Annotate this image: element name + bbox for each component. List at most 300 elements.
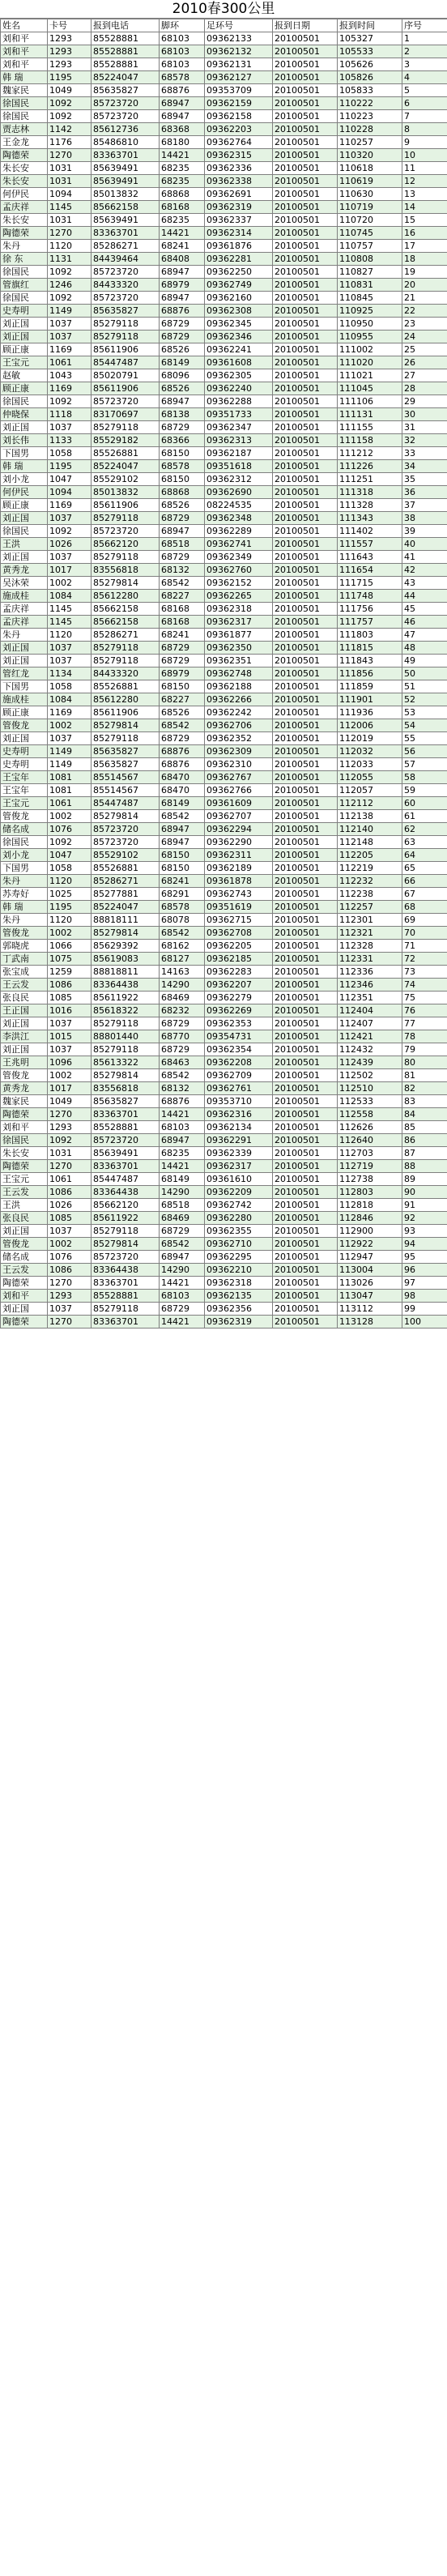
cell-name: 张良民: [1, 992, 48, 1004]
cell-card-no: 1092: [48, 1134, 92, 1147]
cell-name: 王宝元: [1, 356, 48, 369]
cell-foot-ring: 09361608: [205, 356, 273, 369]
cell-foot-ring: 09362760: [205, 564, 273, 577]
cell-date: 20100501: [273, 97, 338, 110]
cell-time: 110845: [338, 292, 402, 305]
cell-name: 赵敏: [1, 369, 48, 382]
cell-time: 112238: [338, 888, 402, 901]
cell-foot-ring: 09353710: [205, 1095, 273, 1108]
cell-date: 20100501: [273, 810, 338, 823]
cell-name: 丁武南: [1, 953, 48, 966]
cell-phone: 85639491: [92, 214, 160, 227]
cell-phone: 85723720: [92, 97, 160, 110]
table-row: [1, 953, 447, 966]
cell-time: 111020: [338, 356, 402, 369]
cell-ring: 68235: [160, 1147, 205, 1160]
cell-date: 20100501: [273, 214, 338, 227]
cell-phone: 83363701: [92, 1316, 160, 1329]
cell-ring: 68149: [160, 1173, 205, 1186]
cell-time: 112057: [338, 784, 402, 797]
cell-rank: 18: [402, 253, 447, 266]
cell-rank: 66: [402, 875, 447, 888]
cell-time: 112900: [338, 1225, 402, 1238]
cell-date: 20100501: [273, 1173, 338, 1186]
cell-card-no: 1085: [48, 1212, 92, 1225]
cell-card-no: 1002: [48, 1238, 92, 1251]
cell-ring: 68518: [160, 1199, 205, 1212]
cell-rank: 32: [402, 434, 447, 447]
cell-rank: 48: [402, 642, 447, 655]
cell-rank: 22: [402, 305, 447, 318]
cell-rank: 73: [402, 966, 447, 979]
cell-card-no: 1133: [48, 434, 92, 447]
cell-foot-ring: 09362315: [205, 149, 273, 162]
cell-ring: 68227: [160, 590, 205, 603]
cell-date: 20100501: [273, 84, 338, 97]
cell-date: 20100501: [273, 305, 338, 318]
cell-time: 112328: [338, 940, 402, 953]
cell-foot-ring: 09362314: [205, 227, 273, 240]
cell-rank: 74: [402, 979, 447, 992]
cell-rank: 79: [402, 1043, 447, 1056]
cell-time: 111021: [338, 369, 402, 382]
cell-time: 112404: [338, 1004, 402, 1017]
cell-rank: 5: [402, 84, 447, 97]
cell-foot-ring: 09362135: [205, 1290, 273, 1303]
cell-foot-ring: 08224535: [205, 499, 273, 512]
cell-card-no: 1002: [48, 577, 92, 590]
cell-name: 陶德荣: [1, 1160, 48, 1173]
cell-rank: 46: [402, 616, 447, 629]
table-row: [1, 1316, 447, 1329]
cell-rank: 7: [402, 110, 447, 123]
cell-name: 孟庆祥: [1, 201, 48, 214]
table-row: [1, 473, 447, 486]
cell-card-no: 1037: [48, 1225, 92, 1238]
cell-ring: 68235: [160, 162, 205, 175]
cell-card-no: 1037: [48, 1043, 92, 1056]
cell-ring: 14290: [160, 979, 205, 992]
cell-rank: 67: [402, 888, 447, 901]
cell-rank: 28: [402, 382, 447, 395]
cell-date: 20100501: [273, 992, 338, 1004]
cell-ring: 68138: [160, 408, 205, 421]
cell-time: 105533: [338, 45, 402, 58]
cell-foot-ring: 09362345: [205, 318, 273, 331]
cell-phone: 85279814: [92, 719, 160, 732]
cell-time: 111158: [338, 434, 402, 447]
cell-foot-ring: 09362290: [205, 836, 273, 849]
cell-time: 113112: [338, 1303, 402, 1316]
cell-rank: 82: [402, 1082, 447, 1095]
cell-rank: 12: [402, 175, 447, 188]
cell-date: 20100501: [273, 266, 338, 279]
cell-name: 朱丹: [1, 875, 48, 888]
cell-card-no: 1246: [48, 279, 92, 292]
cell-ring: 68729: [160, 655, 205, 667]
table-row: [1, 486, 447, 499]
cell-foot-ring: 09362348: [205, 512, 273, 525]
cell-foot-ring: 09362743: [205, 888, 273, 901]
cell-time: 110223: [338, 110, 402, 123]
cell-date: 20100501: [273, 564, 338, 577]
cell-ring: 68150: [160, 849, 205, 862]
cell-date: 20100501: [273, 719, 338, 732]
cell-phone: 85612280: [92, 590, 160, 603]
cell-phone: 85529182: [92, 434, 160, 447]
cell-time: 110950: [338, 318, 402, 331]
cell-date: 20100501: [273, 642, 338, 655]
cell-time: 110955: [338, 331, 402, 343]
cell-ring: 68947: [160, 836, 205, 849]
cell-rank: 30: [402, 408, 447, 421]
table-row: [1, 58, 447, 71]
cell-rank: 86: [402, 1134, 447, 1147]
cell-foot-ring: 09362316: [205, 1108, 273, 1121]
cell-time: 112640: [338, 1134, 402, 1147]
cell-foot-ring: 09362241: [205, 343, 273, 356]
table-row: [1, 706, 447, 719]
cell-ring: 68542: [160, 719, 205, 732]
cell-ring: 68729: [160, 1303, 205, 1316]
cell-ring: 68149: [160, 356, 205, 369]
cell-phone: 85635827: [92, 1095, 160, 1108]
cell-time: 105826: [338, 71, 402, 84]
cell-ring: 68469: [160, 1212, 205, 1225]
cell-date: 20100501: [273, 823, 338, 836]
cell-rank: 93: [402, 1225, 447, 1238]
cell-name: 刘和平: [1, 32, 48, 45]
cell-foot-ring: 09362318: [205, 603, 273, 616]
cell-phone: 85611906: [92, 343, 160, 356]
cell-foot-ring: 09362350: [205, 642, 273, 655]
cell-name: 朱长安: [1, 175, 48, 188]
cell-card-no: 1120: [48, 875, 92, 888]
cell-phone: 85611906: [92, 382, 160, 395]
table-row: [1, 499, 447, 512]
cell-name: 徐国民: [1, 836, 48, 849]
table-row: [1, 266, 447, 279]
cell-date: 20100501: [273, 551, 338, 564]
cell-date: 20100501: [273, 888, 338, 901]
cell-phone: 85662120: [92, 538, 160, 551]
cell-time: 111643: [338, 551, 402, 564]
cell-foot-ring: 09362291: [205, 1134, 273, 1147]
cell-time: 113004: [338, 1264, 402, 1277]
cell-date: 20100501: [273, 1004, 338, 1017]
cell-date: 20100501: [273, 1316, 338, 1329]
cell-foot-ring: 09362280: [205, 1212, 273, 1225]
cell-phone: 85528881: [92, 58, 160, 71]
cell-name: 刘正国: [1, 331, 48, 343]
cell-rank: 23: [402, 318, 447, 331]
table-row: [1, 175, 447, 188]
cell-card-no: 1085: [48, 992, 92, 1004]
cell-name: 刘正国: [1, 421, 48, 434]
table-row: [1, 784, 447, 797]
cell-time: 105327: [338, 32, 402, 45]
cell-foot-ring: 09362310: [205, 758, 273, 771]
cell-ring: 68578: [160, 460, 205, 473]
cell-card-no: 1092: [48, 266, 92, 279]
cell-rank: 84: [402, 1108, 447, 1121]
cell-card-no: 1120: [48, 240, 92, 253]
cell-foot-ring: 09362352: [205, 732, 273, 745]
cell-phone: 85723720: [92, 395, 160, 408]
cell-ring: 68947: [160, 292, 205, 305]
cell-rank: 39: [402, 525, 447, 538]
cell-date: 20100501: [273, 693, 338, 706]
table-row: [1, 45, 447, 58]
cell-phone: 85279118: [92, 331, 160, 343]
table-row: [1, 1056, 447, 1069]
cell-date: 20100501: [273, 136, 338, 149]
cell-ring: 68729: [160, 1017, 205, 1030]
cell-rank: 40: [402, 538, 447, 551]
cell-date: 20100501: [273, 32, 338, 45]
cell-rank: 41: [402, 551, 447, 564]
cell-time: 110745: [338, 227, 402, 240]
cell-date: 20100501: [273, 953, 338, 966]
cell-time: 112033: [338, 758, 402, 771]
cell-name: 张良民: [1, 1212, 48, 1225]
cell-foot-ring: 09354731: [205, 1030, 273, 1043]
table-row: [1, 966, 447, 979]
cell-card-no: 1120: [48, 629, 92, 642]
cell-date: 20100501: [273, 71, 338, 84]
cell-card-no: 1086: [48, 979, 92, 992]
cell-rank: 94: [402, 1238, 447, 1251]
cell-card-no: 1270: [48, 149, 92, 162]
cell-name: 徐国民: [1, 525, 48, 538]
cell-card-no: 1047: [48, 473, 92, 486]
cell-rank: 13: [402, 188, 447, 201]
cell-card-no: 1037: [48, 642, 92, 655]
cell-foot-ring: 09362188: [205, 680, 273, 693]
cell-card-no: 1270: [48, 1316, 92, 1329]
cell-name: 王云发: [1, 979, 48, 992]
cell-name: 刘正国: [1, 655, 48, 667]
table-row: [1, 188, 447, 201]
cell-date: 20100501: [273, 797, 338, 810]
cell-phone: 85013832: [92, 188, 160, 201]
cell-foot-ring: 09362709: [205, 1069, 273, 1082]
table-row: [1, 1277, 447, 1290]
cell-rank: 70: [402, 927, 447, 940]
table-row: [1, 408, 447, 421]
cell-phone: 85486810: [92, 136, 160, 149]
cell-phone: 85618322: [92, 1004, 160, 1017]
cell-date: 20100501: [273, 1225, 338, 1238]
table-row: [1, 940, 447, 953]
cell-ring: 68241: [160, 875, 205, 888]
cell-foot-ring: 09362356: [205, 1303, 273, 1316]
cell-name: 朱长安: [1, 214, 48, 227]
cell-ring: 14421: [160, 1277, 205, 1290]
header-row: [1, 19, 447, 32]
cell-name: 魏家民: [1, 1095, 48, 1108]
cell-rank: 58: [402, 771, 447, 784]
cell-name: 王云发: [1, 1264, 48, 1277]
cell-name: 刘正国: [1, 1017, 48, 1030]
cell-ring: 68162: [160, 940, 205, 953]
cell-date: 20100501: [273, 1199, 338, 1212]
cell-ring: 68366: [160, 434, 205, 447]
cell-card-no: 1031: [48, 214, 92, 227]
cell-rank: 27: [402, 369, 447, 382]
cell-phone: 85279814: [92, 577, 160, 590]
cell-foot-ring: 09362133: [205, 32, 273, 45]
cell-ring: 68578: [160, 901, 205, 914]
cell-name: 刘小龙: [1, 849, 48, 862]
cell-phone: 85611922: [92, 1212, 160, 1225]
cell-phone: 85279118: [92, 1303, 160, 1316]
table-row: [1, 603, 447, 616]
cell-card-no: 1195: [48, 460, 92, 473]
cell-card-no: 1037: [48, 1303, 92, 1316]
cell-name: 韩 瑞: [1, 460, 48, 473]
cell-rank: 49: [402, 655, 447, 667]
cell-foot-ring: 09362311: [205, 849, 273, 862]
cell-date: 20100501: [273, 771, 338, 784]
cell-date: 20100501: [273, 875, 338, 888]
cell-name: 黄秀龙: [1, 564, 48, 577]
cell-card-no: 1058: [48, 447, 92, 460]
cell-foot-ring: 09362127: [205, 71, 273, 84]
cell-time: 112055: [338, 771, 402, 784]
cell-foot-ring: 09362706: [205, 719, 273, 732]
cell-date: 20100501: [273, 408, 338, 421]
cell-foot-ring: 09361878: [205, 875, 273, 888]
table-row: [1, 1004, 447, 1017]
cell-phone: 85279118: [92, 732, 160, 745]
cell-ring: 68103: [160, 1121, 205, 1134]
cell-ring: 68470: [160, 771, 205, 784]
cell-card-no: 1061: [48, 1173, 92, 1186]
cell-ring: 68542: [160, 1069, 205, 1082]
cell-time: 112439: [338, 1056, 402, 1069]
cell-rank: 68: [402, 901, 447, 914]
cell-date: 20100501: [273, 45, 338, 58]
cell-phone: 85279118: [92, 1225, 160, 1238]
cell-phone: 85723720: [92, 836, 160, 849]
cell-name: 王宝元: [1, 797, 48, 810]
cell-time: 112205: [338, 849, 402, 862]
cell-rank: 42: [402, 564, 447, 577]
cell-foot-ring: 09362338: [205, 175, 273, 188]
cell-rank: 34: [402, 460, 447, 473]
cell-ring: 68127: [160, 953, 205, 966]
cell-rank: 88: [402, 1160, 447, 1173]
table-row: [1, 979, 447, 992]
cell-ring: 68947: [160, 110, 205, 123]
cell-ring: 68078: [160, 914, 205, 927]
cell-time: 112922: [338, 1238, 402, 1251]
cell-time: 110719: [338, 201, 402, 214]
cell-ring: 68103: [160, 1290, 205, 1303]
cell-rank: 89: [402, 1173, 447, 1186]
header-name: 姓名: [1, 19, 48, 32]
cell-foot-ring: 09362281: [205, 253, 273, 266]
cell-name: 储名成: [1, 823, 48, 836]
cell-name: 陶德荣: [1, 149, 48, 162]
cell-phone: 85611922: [92, 992, 160, 1004]
cell-date: 20100501: [273, 836, 338, 849]
cell-ring: 68729: [160, 331, 205, 343]
cell-date: 20100501: [273, 331, 338, 343]
cell-foot-ring: 09362309: [205, 745, 273, 758]
cell-phone: 85529102: [92, 849, 160, 862]
cell-name: 徐国民: [1, 266, 48, 279]
cell-phone: 83170697: [92, 408, 160, 421]
cell-ring: 68542: [160, 1238, 205, 1251]
cell-card-no: 1086: [48, 1186, 92, 1199]
cell-time: 112138: [338, 810, 402, 823]
cell-phone: 85279118: [92, 655, 160, 667]
table-row: [1, 421, 447, 434]
cell-foot-ring: 09362289: [205, 525, 273, 538]
cell-name: 王宝元: [1, 1173, 48, 1186]
cell-foot-ring: 09362308: [205, 305, 273, 318]
cell-rank: 100: [402, 1316, 447, 1329]
cell-foot-ring: 09362691: [205, 188, 273, 201]
cell-time: 112019: [338, 732, 402, 745]
cell-date: 20100501: [273, 201, 338, 214]
cell-date: 20100501: [273, 149, 338, 162]
cell-time: 111757: [338, 616, 402, 629]
table-row: [1, 901, 447, 914]
cell-rank: 17: [402, 240, 447, 253]
cell-time: 111002: [338, 343, 402, 356]
cell-ring: 68526: [160, 382, 205, 395]
cell-rank: 90: [402, 1186, 447, 1199]
cell-name: 韩 瑞: [1, 901, 48, 914]
cell-name: 徐国民: [1, 110, 48, 123]
cell-name: 史寿明: [1, 758, 48, 771]
cell-ring: 68526: [160, 499, 205, 512]
cell-foot-ring: 09362158: [205, 110, 273, 123]
cell-rank: 50: [402, 667, 447, 680]
cell-time: 112719: [338, 1160, 402, 1173]
table-row: [1, 849, 447, 862]
cell-card-no: 1084: [48, 693, 92, 706]
table-row: [1, 1225, 447, 1238]
cell-foot-ring: 09351619: [205, 901, 273, 914]
cell-phone: 85447487: [92, 1173, 160, 1186]
cell-time: 110720: [338, 214, 402, 227]
cell-foot-ring: 09362337: [205, 214, 273, 227]
cell-foot-ring: 09362279: [205, 992, 273, 1004]
cell-foot-ring: 09362318: [205, 1277, 273, 1290]
cell-date: 20100501: [273, 175, 338, 188]
cell-card-no: 1002: [48, 810, 92, 823]
cell-name: 管俊龙: [1, 719, 48, 732]
cell-name: 苏寿好: [1, 888, 48, 901]
cell-card-no: 1026: [48, 1199, 92, 1212]
cell-foot-ring: 09362764: [205, 136, 273, 149]
cell-date: 20100501: [273, 512, 338, 525]
cell-ring: 68729: [160, 1043, 205, 1056]
cell-rank: 1: [402, 32, 447, 45]
cell-name: 仲晓保: [1, 408, 48, 421]
cell-foot-ring: 09351618: [205, 460, 273, 473]
cell-phone: 85279814: [92, 1069, 160, 1082]
cell-time: 112947: [338, 1251, 402, 1264]
cell-name: 张宝成: [1, 966, 48, 979]
cell-card-no: 1169: [48, 382, 92, 395]
cell-phone: 85529102: [92, 473, 160, 486]
cell-ring: 14421: [160, 227, 205, 240]
